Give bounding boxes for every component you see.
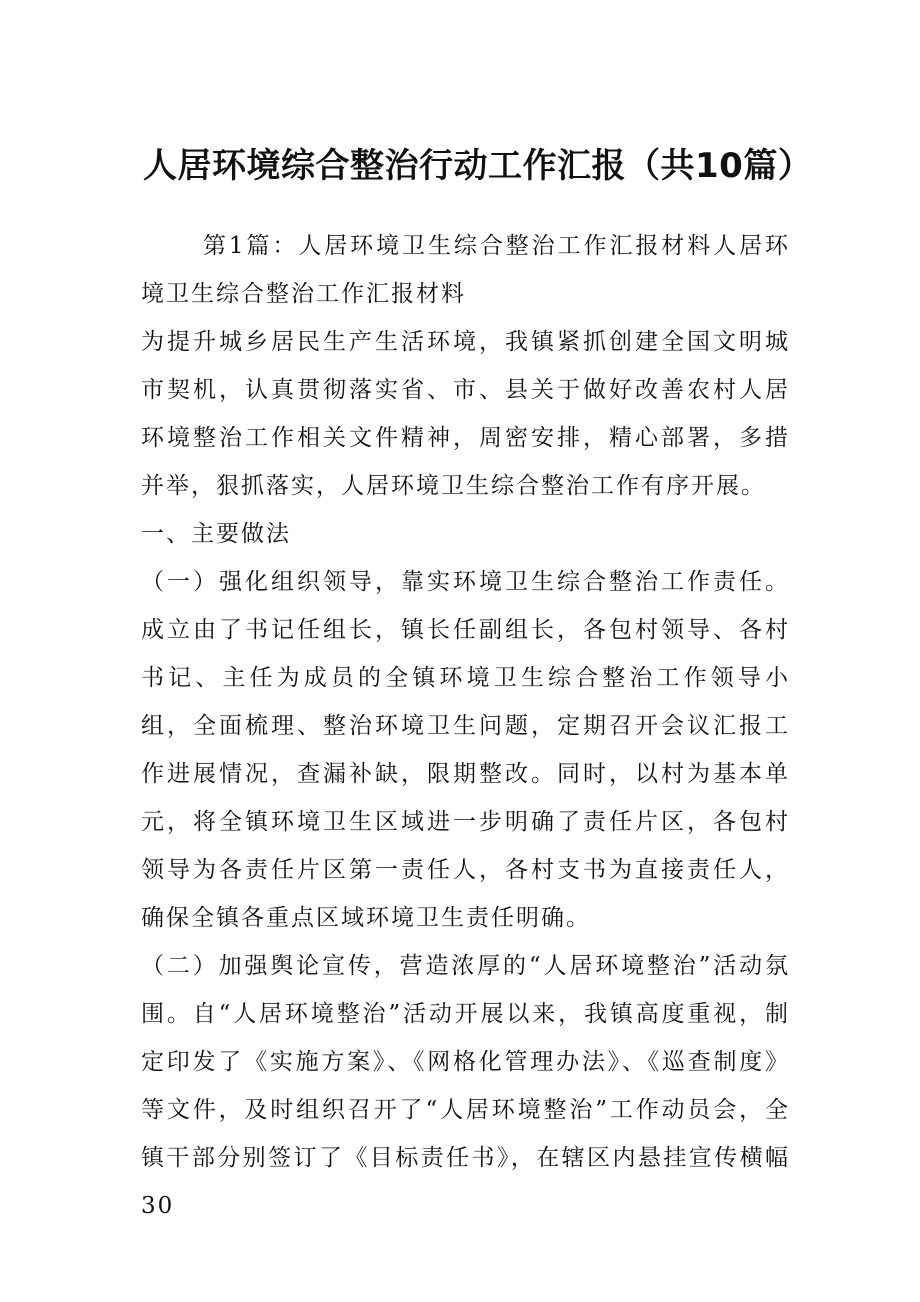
- document-body: [141, 222, 790, 1230]
- document-title: 人居环境综合整治行动工作汇报（共10篇）: [143, 146, 813, 186]
- paragraph-chapter-heading: 第1篇：人居环境卫生综合整治工作汇报材料人居环境卫生综合整治工作汇报材料: [141, 233, 790, 307]
- paragraph-intro: 为提升城乡居民生产生活环境，我镇紧抓创建全国文明城市契机，认真贯彻落实省、市、县关于做好改善农村人居环境整治工作相关文件精神，周密安排，精心部署，多措并举，狠抓落实，人居环境卫生综合整治工作有序开展。: [141, 329, 790, 499]
- paragraph-organization-leadership: （一）强化组织领导，靠实环境卫生综合整治工作责任。成立由了书记任组长，镇长任副组长，各包村领导、各村书记、主任为成员的全镇环境卫生综合整治工作领导小组，全面梳理、整治环境卫生问题，定期召开会议汇报工作进展情况，查漏补缺，限期整改。同时，以村为基本单元，将全镇环境卫生区域进一步明确了责任片区，各包村领导为各责任片区第一责任人，各村支书为直接责任人，确保全镇各重点区域环境卫生责任明确。: [141, 569, 790, 931]
- paragraph-publicity: （二）加强舆论宣传，营造浓厚的“人居环境整治”活动氛围。自“人居环境整治”活动开展以来，我镇高度重视，制定印发了《实施方案》、《网格化管理办法》、《巡查制度》等文件，及时组织召开了“人居环境整治”工作动员会，全镇干部分别签订了《目标责任书》，在辖区内悬挂宣传横幅30: [141, 953, 790, 1219]
- section-heading-main-practices: 一、主要做法: [141, 521, 291, 547]
